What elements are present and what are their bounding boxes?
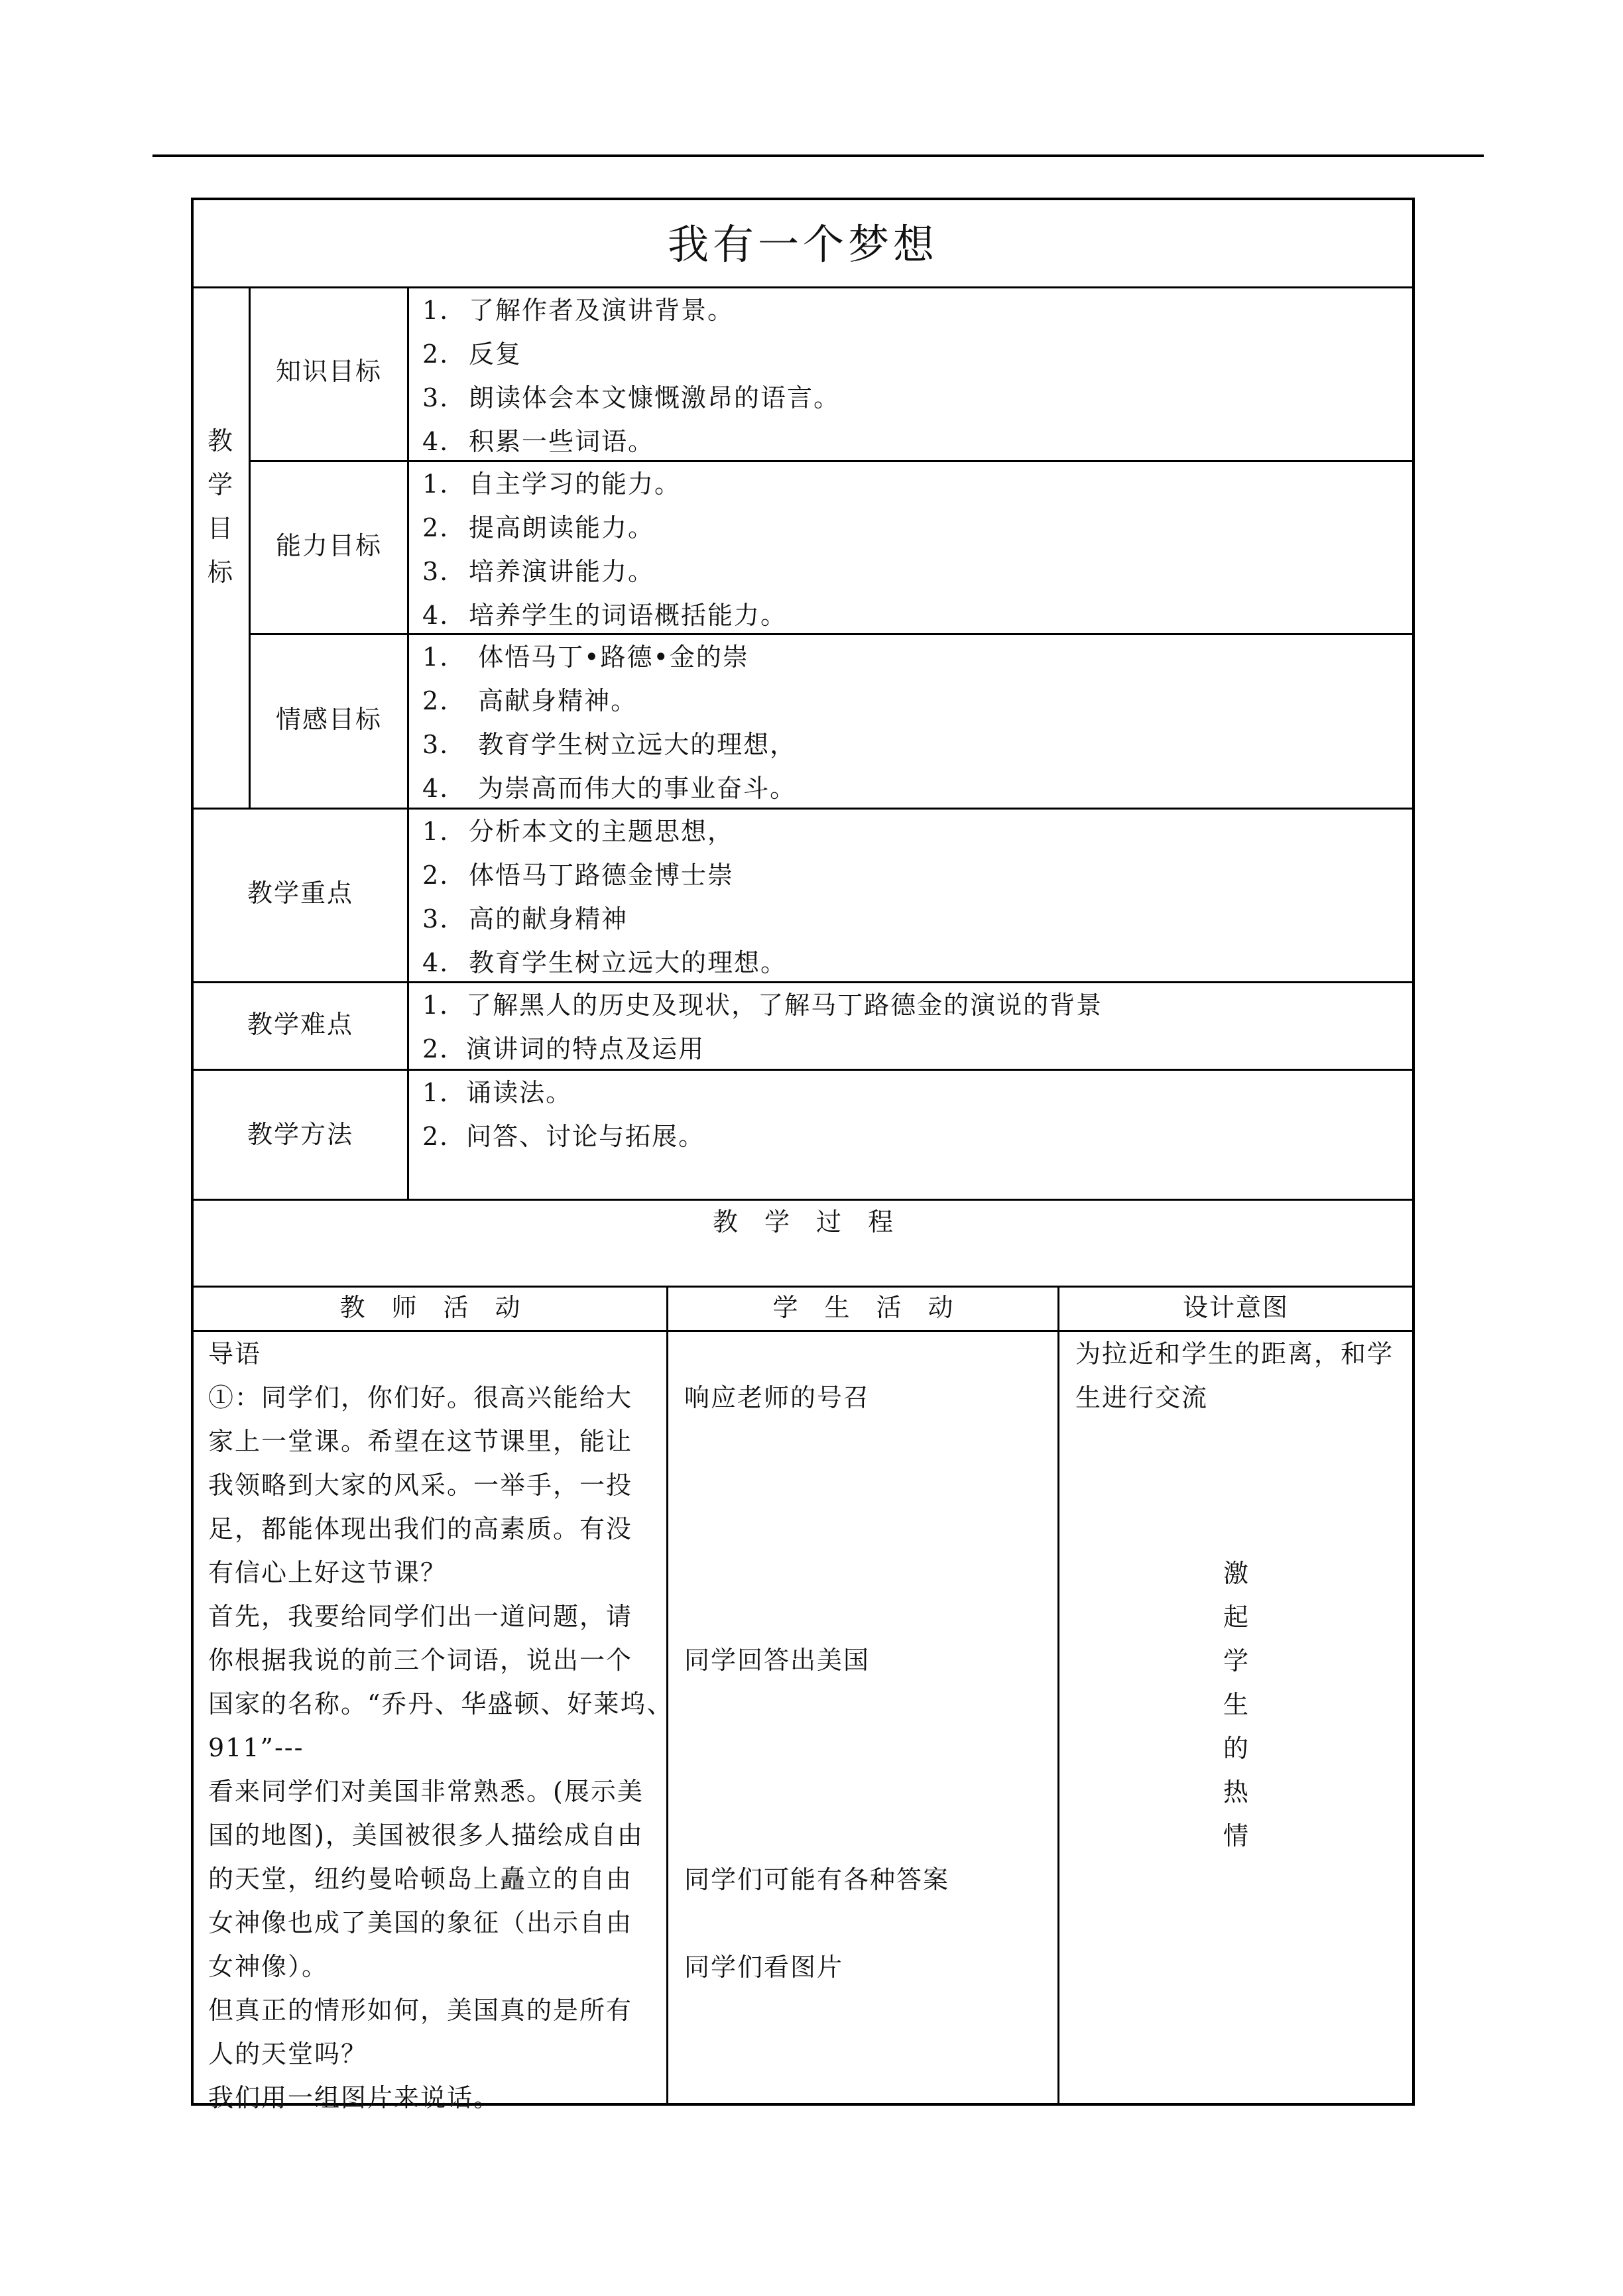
objectives-label-char: 目 — [207, 514, 233, 543]
intent-char: 情 — [1223, 1821, 1248, 1850]
difficulty-label: 教学难点 — [247, 1010, 353, 1039]
intent-char: 激 — [1223, 1559, 1248, 1588]
knowledge-objective-list — [422, 288, 840, 463]
lesson-plan-table — [191, 198, 1415, 2112]
teacher-line: 女神像也成了美国的象征（出示自由 — [208, 1908, 633, 1937]
emotion-objective-list — [422, 635, 796, 810]
teacher-line: 人的天堂吗？ — [208, 2039, 368, 2069]
intent-char: 的 — [1223, 1734, 1248, 1763]
design-intent-header: 设计意图 — [1182, 1293, 1289, 1322]
list-item: 1．诵读法。 — [422, 1078, 573, 1107]
intent-char: 学 — [1223, 1646, 1248, 1675]
list-item: 2．演讲词的特点及运用 — [422, 1034, 705, 1063]
list-item: 2. 反复 — [422, 339, 522, 369]
teacher-line: 我们用一组图片来说话。 — [208, 2083, 501, 2112]
knowledge-objective-label: 知识目标 — [275, 357, 382, 386]
list-item: 2. 高献身精神。 — [422, 686, 638, 715]
list-item: 4. 教育学生树立远大的理想。 — [422, 948, 788, 977]
method-label: 教学方法 — [247, 1120, 353, 1149]
list-item: 3. 培养演讲能力。 — [422, 557, 655, 586]
intent-char: 热 — [1223, 1778, 1248, 1807]
objectives-label-char: 教 — [207, 426, 233, 455]
teacher-line: 我领略到大家的风采。一举手，一投 — [208, 1471, 633, 1500]
header-rule — [152, 154, 1484, 157]
intent-line: 生进行交流 — [1075, 1383, 1209, 1412]
process-heading: 教学过程 — [712, 1207, 920, 1237]
list-item: 1．了解黑人的历史及现状，了解马丁路德金的演说的背景 — [422, 991, 1103, 1020]
list-item: 4. 培养学生的词语概括能力。 — [422, 601, 788, 630]
student-response: 同学们可能有各种答案 — [684, 1865, 950, 1894]
teacher-line: 导语 — [208, 1339, 262, 1368]
list-item: 4. 积累一些词语。 — [422, 427, 655, 456]
teacher-line: 首先，我要给同学们出一道问题，请 — [208, 1602, 633, 1631]
ability-objective-list — [422, 462, 787, 637]
page-title: 我有一个梦想 — [667, 220, 938, 269]
design-intent-vertical — [1216, 1551, 1256, 1858]
student-response: 同学回答出美国 — [684, 1646, 871, 1675]
student-activity-header: 学生活动 — [772, 1293, 980, 1322]
list-item: 3. 朗读体会本文慷慨激昂的语言。 — [422, 383, 841, 412]
teacher-line: 有信心上好这节课？ — [208, 1558, 448, 1587]
method-list — [422, 1071, 705, 1158]
intent-char: 生 — [1223, 1690, 1248, 1719]
teacher-line: 女神像）。 — [208, 1952, 329, 1981]
teacher-line: 足，都能体现出我们的高素质。有没 — [208, 1514, 633, 1543]
emotion-objective-label: 情感目标 — [275, 705, 382, 734]
difficulty-list — [422, 983, 1103, 1071]
teacher-activity-header: 教师活动 — [339, 1293, 547, 1322]
objectives-label-char: 标 — [207, 558, 233, 587]
teacher-line: 的天堂，纽约曼哈顿岛上矗立的自由 — [208, 1864, 633, 1894]
list-item: 3. 教育学生树立远大的理想， — [422, 730, 797, 759]
list-item: 1. 自主学习的能力。 — [422, 469, 682, 499]
objectives-group-label — [200, 419, 240, 594]
list-item: 2．问答、讨论与拓展。 — [422, 1122, 705, 1151]
list-item: 1. 分析本文的主题思想， — [422, 817, 735, 846]
design-intent-text — [1075, 1332, 1394, 1420]
intent-char: 起 — [1223, 1602, 1248, 1632]
list-item: 2. 体悟马丁路德金博士崇 — [422, 861, 735, 890]
teacher-line: 国的地图)，美国被很多人描绘成自由 — [208, 1821, 644, 1850]
student-response: 同学们看图片 — [684, 1953, 844, 1982]
teacher-activity-content — [208, 1332, 673, 2120]
teacher-line: ①：同学们，你们好。很高兴能给大 — [208, 1383, 633, 1412]
list-item: 1. 体悟马丁•路德•金的崇 — [422, 642, 749, 672]
list-item: 2. 提高朗读能力。 — [422, 513, 655, 542]
teacher-line: 但真正的情形如何，美国真的是所有 — [208, 1996, 633, 2025]
teacher-line: 看来同学们对美国非常熟悉。(展示美 — [208, 1777, 644, 1806]
list-item: 1. 了解作者及演讲背景。 — [422, 296, 735, 325]
list-item: 3. 高的献身精神 — [422, 904, 629, 934]
teacher-line: 国家的名称。“乔丹、华盛顿、好莱坞、 — [208, 1689, 674, 1719]
list-item: 4. 为崇高而伟大的事业奋斗。 — [422, 774, 797, 803]
student-response: 响应老师的号召 — [684, 1383, 871, 1412]
objectives-label-char: 学 — [207, 470, 233, 499]
teacher-line: 911”--- — [208, 1733, 304, 1762]
focus-label: 教学重点 — [247, 878, 353, 908]
teacher-line: 家上一堂课。希望在这节课里，能让 — [208, 1427, 633, 1456]
focus-list — [422, 810, 787, 985]
teacher-line: 你根据我说的前三个词语，说出一个 — [208, 1646, 633, 1675]
ability-objective-label: 能力目标 — [275, 531, 382, 560]
intent-line: 为拉近和学生的距离，和学 — [1075, 1339, 1394, 1368]
